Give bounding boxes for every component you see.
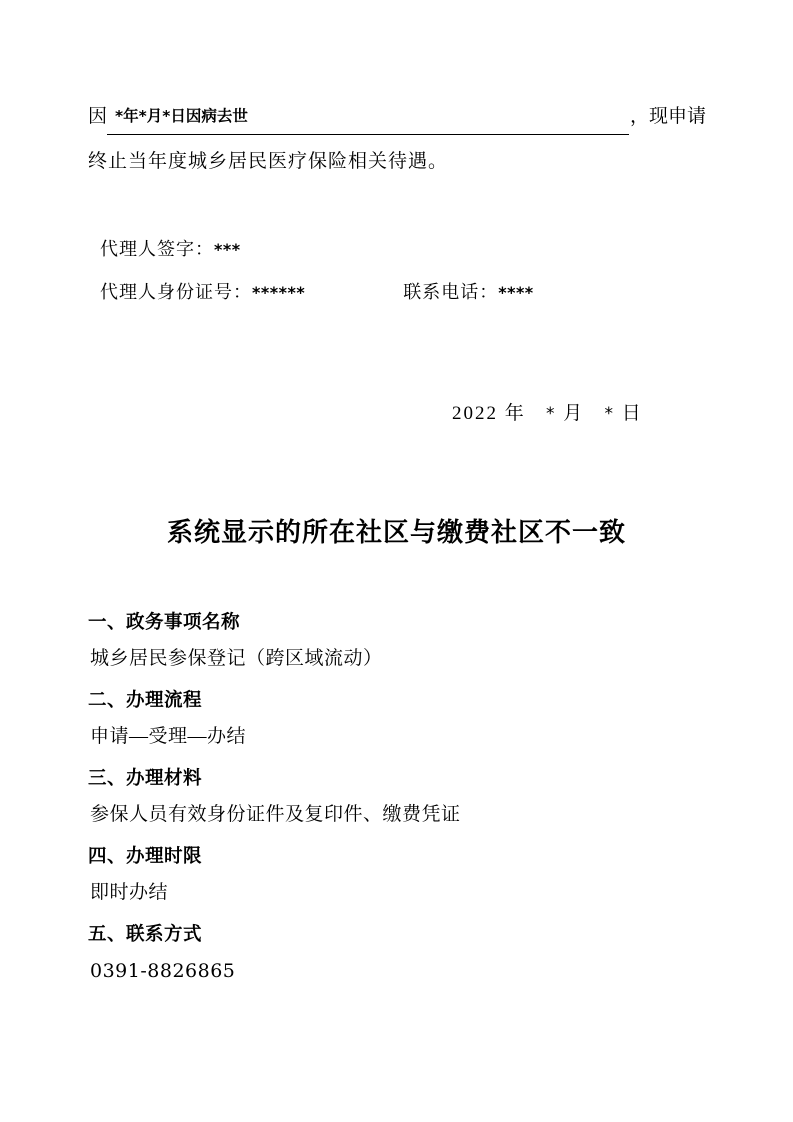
phone-value[interactable]: **** [498,283,534,302]
article-heading: 五、联系方式 [88,924,203,945]
phone-label: 联系电话： [403,282,499,302]
article-heading: 二、办理流程 [88,690,203,711]
date-year-unit: 年 [504,403,526,424]
date-line [452,398,643,425]
article-body [88,605,728,995]
article-paragraph: 0391-8826865 [90,960,236,982]
date-month-value[interactable]: * [546,404,557,424]
agent-name-row [100,228,700,271]
agent-id-value[interactable]: ****** [252,283,306,302]
agent-id-row [100,271,700,314]
declaration-tail-text: ，现申请 [630,106,707,127]
date-month-unit: 月 [563,403,585,424]
date-day-unit: 日 [621,403,643,424]
article-paragraph: 参保人员有效身份证件及复印件、缴费凭证 [90,804,461,825]
signature-block [100,228,700,314]
article-paragraph: 城乡居民参保登记（跨区域流动） [90,648,383,669]
date-year-value[interactable]: 2022 [452,403,498,424]
agent-name-value[interactable]: *** [214,240,241,259]
date-day-value[interactable]: * [604,404,616,424]
section-title: 系统显示的所在社区与缴费社区不一致 [166,518,626,548]
article-heading: 三、办理材料 [88,768,203,789]
declaration-fill-in-field[interactable]: *年*月*日因病去世 [107,99,629,135]
article-heading: 一、政务事项名称 [88,612,241,633]
article-paragraph: 申请—受理—办结 [90,726,247,747]
agent-id-label: 代理人身份证号： [100,282,252,302]
declaration-lead-text: 因 [88,106,108,127]
declaration-line-2: 终止当年度城乡居民医疗保险相关待遇。 [88,151,449,172]
agent-name-label: 代理人签字： [100,239,214,259]
declaration-line-1 [88,100,713,136]
article-paragraph: 即时办结 [90,882,169,903]
article-heading: 四、办理时限 [88,846,203,867]
declaration-form-block [88,100,713,182]
